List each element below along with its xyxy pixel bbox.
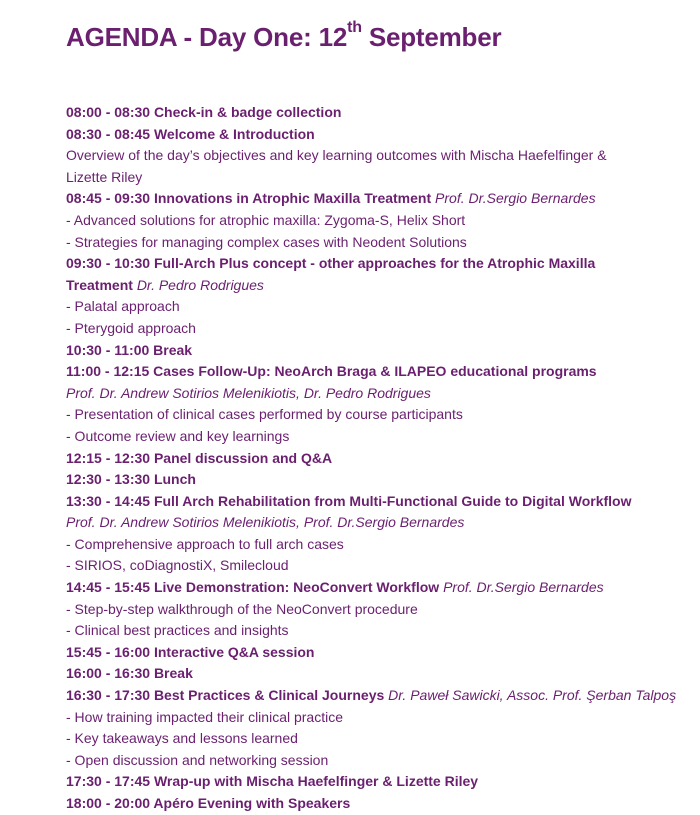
list-item: - Pterygoid approach — [66, 319, 196, 336]
list-item: - Palatal approach — [66, 298, 180, 315]
list-item: - Advanced solutions for atrophic maxilla: Zygoma-S, Helix Short — [66, 211, 466, 228]
agenda-item-checkin: 08:00 - 08:30 Check-in & badge collection — [66, 104, 342, 120]
list-item: - Open discussion and networking session — [66, 751, 329, 768]
title-month: September — [361, 22, 502, 52]
session-speakers: Dr. Paweł Sawicki, Assoc. Prof. Şerban Talpoş — [388, 687, 677, 704]
session-title: 14:45 - 15:45 Live Demonstration: NeoConvert Workflow — [66, 579, 440, 596]
agenda-item-fullarch: 09:30 - 10:30 Full-Arch Plus concept - other approaches for the Atrophic Maxilla — [66, 255, 596, 272]
agenda-item-rehab: 13:30 - 14:45 Full Arch Rehabilitation from Multi-Functional Guide to Digital Workflow — [66, 492, 632, 509]
page-title — [66, 18, 670, 56]
list-item: - SIRIOS, coDiagnostiX, Smilecloud — [66, 557, 289, 574]
list-item: - Clinical best practices and insights — [66, 622, 289, 639]
session-title: Treatment — [66, 276, 133, 293]
session-speaker: Dr. Pedro Rodrigues — [136, 276, 264, 293]
agenda-item-lunch: 12:30 - 13:30 Lunch — [66, 471, 196, 488]
session-speaker: Prof. Dr.Sergio Bernardes — [435, 190, 596, 207]
agenda-list — [66, 102, 677, 815]
agenda-item-best-practices — [66, 685, 677, 707]
agenda-item-fullarch-cont — [66, 275, 670, 297]
title-superscript: th — [347, 19, 362, 37]
agenda-item-apero: 18:00 - 20:00 Apéro Evening with Speakers — [66, 795, 351, 811]
agenda-item-demo — [66, 577, 670, 599]
agenda-item-innovations — [66, 188, 670, 210]
welcome-description: Overview of the day’s objectives and key learning outcomes with Mischa Haefelfinger & — [66, 147, 607, 164]
agenda-item-break: 10:30 - 11:00 Break — [66, 341, 193, 358]
list-item: - Outcome review and key learnings — [66, 427, 290, 444]
agenda-item-wrapup: 17:30 - 17:45 Wrap-up with Mischa Haefelfinger & Lizette Riley — [66, 773, 479, 790]
list-item: - Key takeaways and lessons learned — [66, 730, 298, 747]
agenda-item-panel: 12:15 - 12:30 Panel discussion and Q&A — [66, 449, 333, 466]
agenda-item-qa: 15:45 - 16:00 Interactive Q&A session — [66, 643, 315, 660]
agenda-item-welcome: 08:30 - 08:45 Welcome & Introduction — [66, 125, 315, 142]
session-speakers: Prof. Dr. Andrew Sotirios Melenikiotis, Dr. Pedro Rodrigues — [66, 384, 431, 401]
list-item: - Step-by-step walkthrough of the NeoConvert procedure — [66, 600, 418, 617]
list-item: - Presentation of clinical cases performed by course participants — [66, 406, 463, 423]
agenda-item-break: 16:00 - 16:30 Break — [66, 665, 193, 682]
list-item: - How training impacted their clinical practice — [66, 708, 343, 725]
title-text: AGENDA - Day One: 12 — [66, 22, 348, 52]
session-speaker: Prof. Dr.Sergio Bernardes — [443, 579, 604, 596]
list-item: - Comprehensive approach to full arch cases — [66, 535, 344, 552]
list-item: - Strategies for managing complex cases with Neodent Solutions — [66, 233, 467, 250]
session-title: 16:30 - 17:30 Best Practices & Clinical Journeys — [66, 687, 385, 704]
agenda-item-followup: 11:00 - 12:15 Cases Follow-Up: NeoArch Braga & ILAPEO educational programs — [66, 363, 597, 380]
welcome-description-cont: Lizette Riley — [66, 168, 143, 185]
session-speakers: Prof. Dr. Andrew Sotirios Melenikiotis, Prof. Dr.Sergio Bernardes — [66, 514, 465, 531]
session-title: 08:45 - 09:30 Innovations in Atrophic Maxilla Treatment — [66, 190, 432, 207]
